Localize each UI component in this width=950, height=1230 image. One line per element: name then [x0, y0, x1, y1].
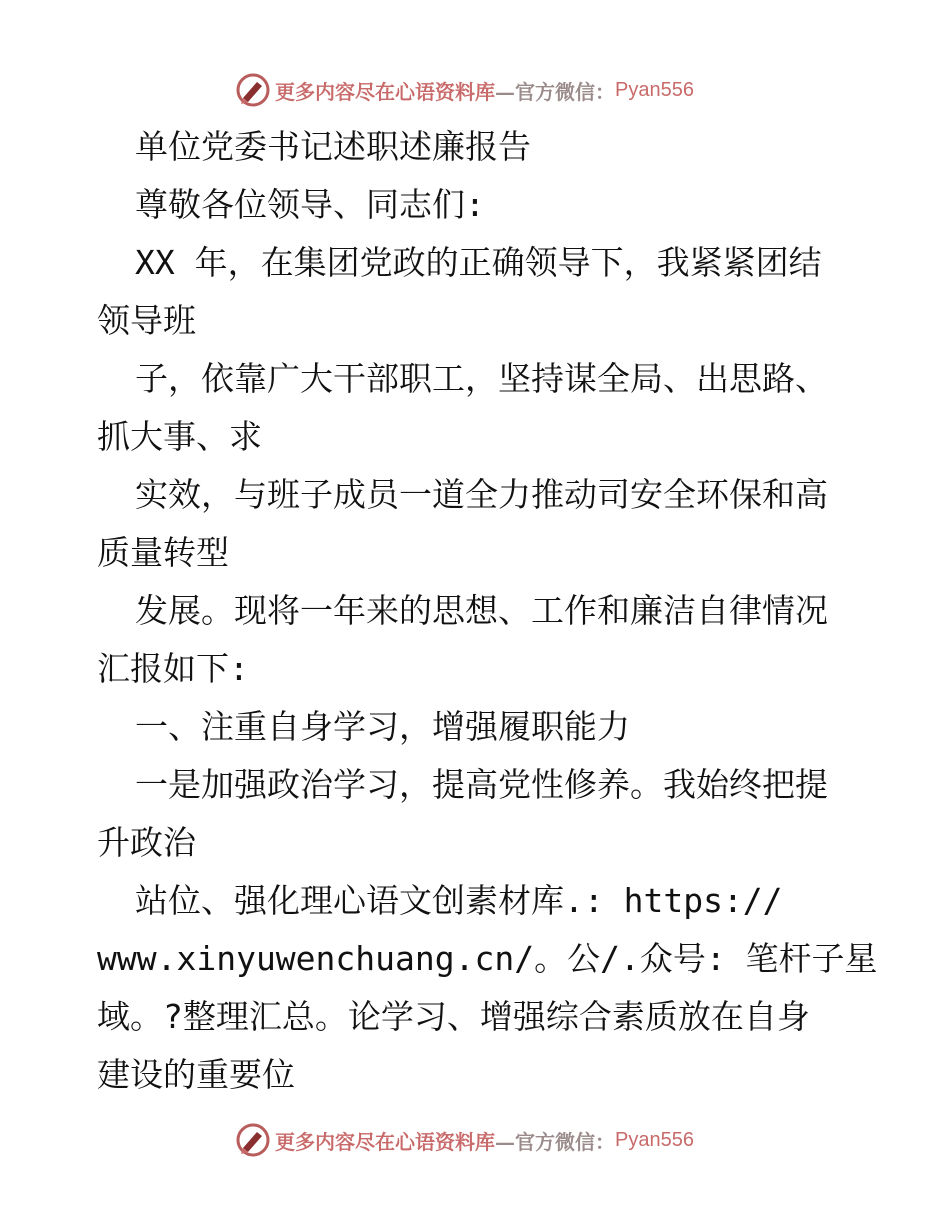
paragraph-line: 发展。现将一年来的思想、工作和廉洁自律情况: [135, 591, 828, 630]
paragraph-line: www.xinyuwenchuang.cn/。公/.众号: 笔杆子星: [97, 939, 878, 978]
banner-main-text: 更多内容尽在心语资料库: [275, 1129, 495, 1154]
pen-logo-icon: [235, 1122, 271, 1158]
paragraph-line: 建设的重要位: [97, 1055, 295, 1094]
banner-sub-text: —官方微信：: [495, 1129, 615, 1154]
paragraph-line: 抓大事、求: [97, 417, 262, 456]
paragraph-line: 领导班: [97, 301, 196, 340]
banner-main-text: 更多内容尽在心语资料库: [275, 79, 495, 104]
pen-logo-icon: [235, 72, 271, 108]
paragraph-line: 质量转型: [97, 533, 229, 572]
paragraph-line: 实效，与班子成员一道全力推动司安全环保和高: [135, 475, 828, 514]
section-heading: 一、注重自身学习，增强履职能力: [135, 707, 630, 746]
paragraph-line: XX 年，在集团党政的正确领导下，我紧紧团结: [135, 243, 822, 282]
paragraph-line: 汇报如下:: [97, 649, 249, 688]
paragraph-line: 域。?整理汇总。论学习、增强综合素质放在自身: [97, 997, 810, 1036]
banner-wechat-id: Pyan556: [615, 78, 694, 101]
paragraph-line: 一是加强政治学习，提高党性修养。我始终把提: [135, 765, 828, 804]
header-banner: [235, 70, 715, 110]
paragraph-line: 升政治: [97, 823, 196, 862]
document-body: [97, 118, 878, 1104]
footer-banner: [235, 1120, 715, 1160]
banner-wechat-id: Pyan556: [615, 1128, 694, 1151]
salutation: 尊敬各位领导、同志们:: [135, 185, 485, 224]
document-title: 单位党委书记述职述廉报告: [135, 127, 531, 166]
paragraph-line: 站位、强化理心语文创素材库.: https://: [135, 881, 783, 920]
banner-sub-text: —官方微信：: [495, 79, 615, 104]
paragraph-line: 子，依靠广大干部职工，坚持谋全局、出思路、: [135, 359, 828, 398]
